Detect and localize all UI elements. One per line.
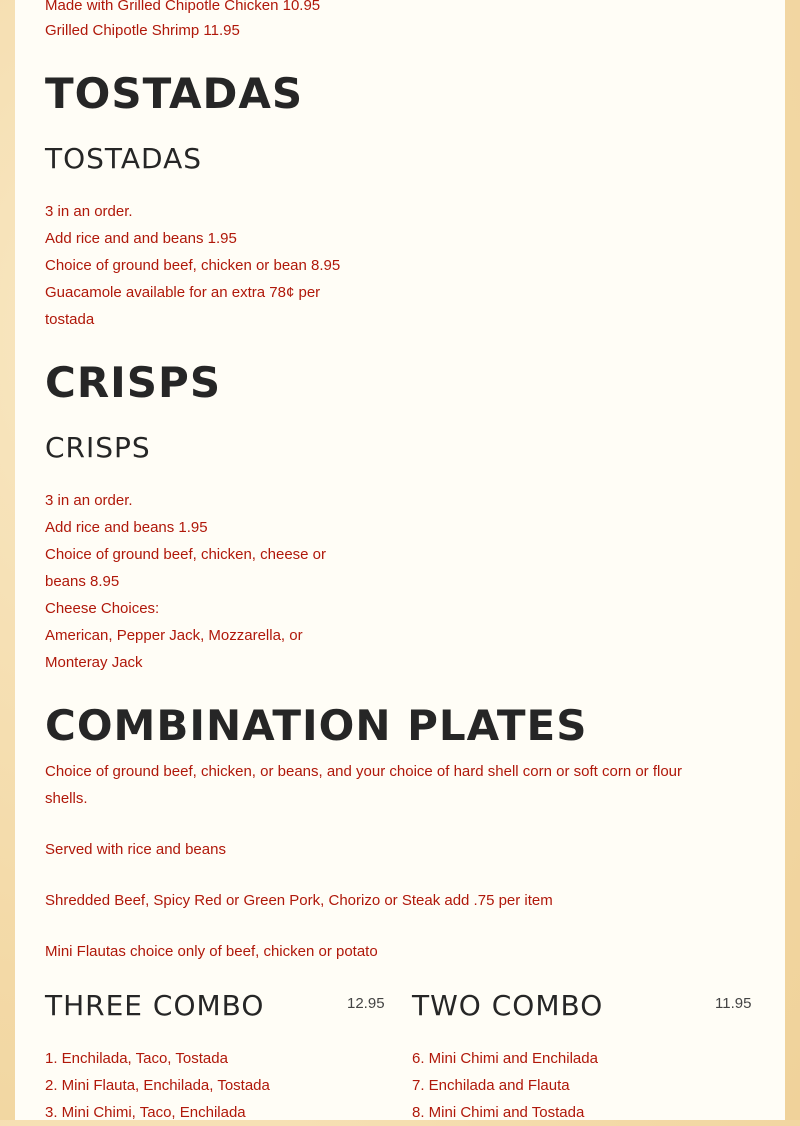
three-combo-item: 1. Enchilada, Taco, Tostada	[45, 1050, 228, 1067]
two-combo-item: 8. Mini Chimi and Tostada	[412, 1104, 585, 1121]
two-combo-title: TWO COMBO	[412, 989, 604, 1022]
crisps-line: Choice of ground beef, chicken, cheese or	[45, 546, 327, 563]
crisps-line: Monteray Jack	[45, 654, 143, 671]
menu-item-line: Made with Grilled Chipotle Chicken 10.95	[45, 0, 321, 14]
tostadas-line: Choice of ground beef, chicken or bean 8.95	[45, 257, 341, 274]
crisps-line: beans 8.95	[45, 573, 120, 590]
combination-served: Served with rice and beans	[45, 841, 226, 858]
three-combo-price: 12.95	[347, 995, 385, 1012]
crisps-line: Cheese Choices:	[45, 600, 160, 617]
tostadas-line: tostada	[45, 311, 95, 328]
two-combo-item: 7. Enchilada and Flauta	[412, 1077, 570, 1094]
three-combo-item: 2. Mini Flauta, Enchilada, Tostada	[45, 1077, 270, 1094]
three-combo-item: 3. Mini Chimi, Taco, Enchilada	[45, 1104, 246, 1121]
crisps-line: American, Pepper Jack, Mozzarella, or	[45, 627, 303, 644]
three-combo-title: THREE COMBO	[45, 989, 265, 1022]
crisps-line: 3 in an order.	[45, 492, 133, 509]
tostadas-line: Guacamole available for an extra 78¢ per	[45, 284, 321, 301]
menu-item-line: Grilled Chipotle Shrimp 11.95	[45, 22, 240, 39]
tostadas-line: Add rice and and beans 1.95	[45, 230, 237, 247]
tostadas-line: 3 in an order.	[45, 203, 133, 220]
two-combo-price: 11.95	[715, 995, 752, 1012]
combination-description: Choice of ground beef, chicken, or beans, and your choice of hard shell corn or soft corn or flour	[45, 763, 683, 780]
subheading-crisps: CRISPS	[45, 431, 151, 464]
menu-panel	[15, 0, 785, 1120]
combination-description: shells.	[45, 790, 88, 807]
crisps-line: Add rice and beans 1.95	[45, 519, 208, 536]
section-heading-tostadas: TOSTADAS	[45, 69, 304, 118]
two-combo-item: 6. Mini Chimi and Enchilada	[412, 1050, 598, 1067]
section-heading-combination-plates: COMBINATION PLATES	[45, 701, 588, 750]
subheading-tostadas: TOSTADAS	[45, 142, 202, 175]
section-heading-crisps: CRISPS	[45, 358, 222, 407]
combination-flautas: Mini Flautas choice only of beef, chicken or potato	[45, 943, 378, 960]
combination-addon: Shredded Beef, Spicy Red or Green Pork, Chorizo or Steak add .75 per item	[45, 892, 553, 909]
